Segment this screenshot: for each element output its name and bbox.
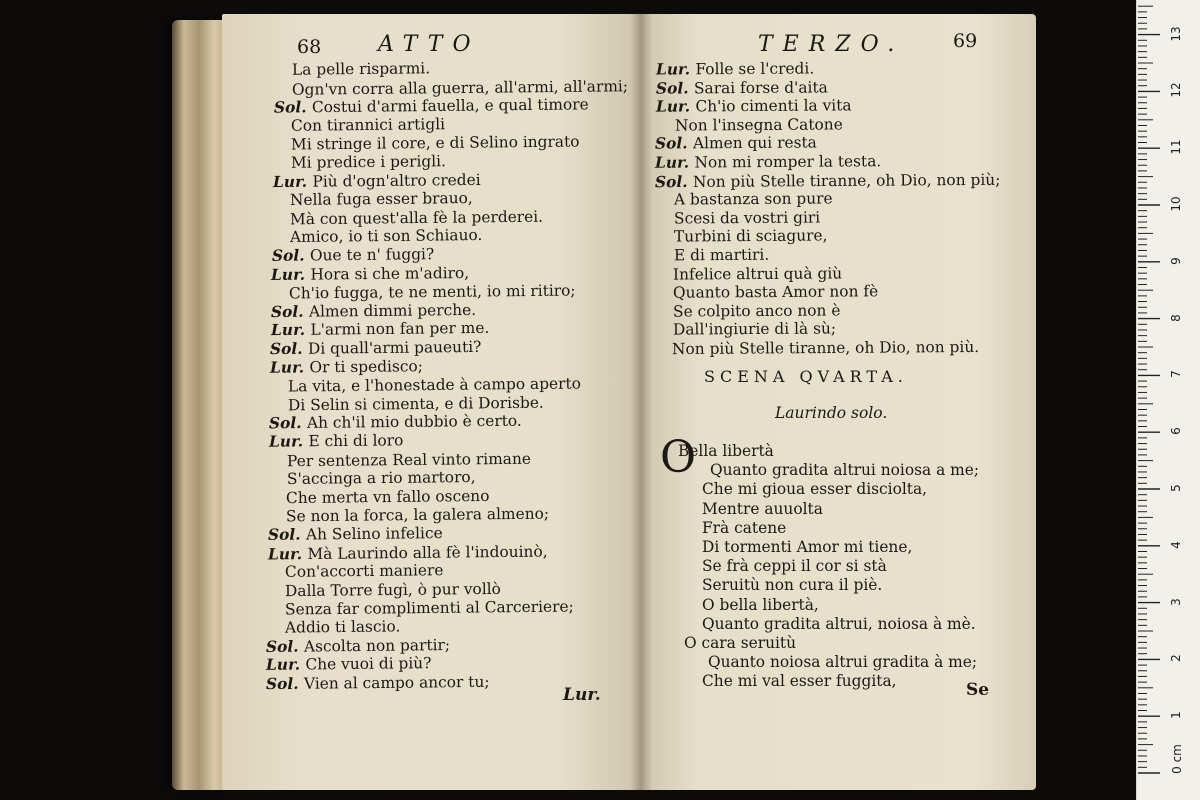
line-text: Se colpito anco non è — [672, 301, 841, 321]
ruler-ticks — [1137, 0, 1200, 800]
speaker-label: Lur. — [655, 60, 696, 79]
line-text: Non l'insegna Catone — [675, 115, 844, 135]
line-text: Ascolta non partir; — [304, 635, 451, 656]
line-text: Hora si che m'adiro, — [310, 263, 470, 284]
line-text: A bastanza son pure — [674, 189, 833, 209]
line-text: Ch'io fugga, te ne menti, io mi ritiro; — [288, 281, 576, 303]
text-line — [272, 171, 480, 192]
speaker-label: Lur. — [267, 544, 308, 564]
speaker-label: Lur. — [272, 172, 313, 191]
text-line — [673, 282, 878, 302]
line-text: Quanto basta Amor non fè — [672, 282, 879, 302]
text-line — [291, 115, 445, 135]
text-line — [287, 449, 531, 470]
line-text: S'accinga a rio martoro, — [286, 468, 476, 489]
line-text: Addio ti lascio. — [284, 617, 400, 637]
ruler-number: 1 — [1169, 711, 1183, 720]
text-line — [286, 505, 549, 526]
aria-line: Quanto noiosa altrui gradita à me; — [708, 653, 978, 672]
line-text: Almen qui resta — [692, 133, 817, 153]
speaker-label: Lur. — [269, 357, 310, 377]
line-text: Mi predice i perigli. — [290, 152, 446, 172]
text-line — [290, 226, 483, 247]
line-text: Con tirannici artigli — [291, 114, 446, 135]
text-line — [672, 320, 835, 340]
ruler-number: 11 — [1169, 139, 1183, 155]
speaker-label: Lur. — [271, 265, 311, 284]
text-line — [270, 319, 488, 340]
text-line — [268, 524, 443, 544]
aria-line: Seruitù non cura il piè. — [702, 576, 883, 595]
ruler-number: 12 — [1169, 82, 1183, 99]
text-line — [656, 59, 814, 79]
line-text: Dalla Torre fugì, ò pur vollò — [284, 579, 501, 600]
speaker-label: Lur. — [268, 432, 309, 451]
text-line — [655, 97, 851, 117]
right-page-number: 69 — [953, 30, 978, 52]
aria-line: Che mi gioua esser disciolta, — [702, 480, 928, 499]
text-line — [266, 636, 450, 657]
ruler-number: 13 — [1169, 25, 1183, 42]
aria-line: O bella libertà, — [702, 595, 819, 614]
aria-line: Bella libertà — [678, 442, 774, 460]
line-text: Non più Stelle tiranne, oh Dio, non più; — [692, 170, 1000, 191]
scene-subheading: Laurindo solo. — [775, 404, 888, 422]
text-line — [291, 152, 446, 172]
line-text: La vita, e l'honestade à campo aperto — [287, 374, 581, 396]
aria-line: Quanto gradita altrui noiosa a me; — [710, 461, 980, 480]
line-text: Di Selin si cimenta, e di Dorisbe. — [287, 393, 544, 415]
ruler-number: 8 — [1169, 313, 1183, 322]
speaker-label: Lur. — [655, 97, 695, 116]
text-line — [290, 207, 543, 228]
speaker-label: Sol. — [270, 339, 309, 359]
line-text: Mi stringe il core, e di Selino ingrato — [290, 132, 580, 154]
text-line — [270, 338, 482, 359]
ruler-unit-label: 0 cm — [1170, 744, 1184, 774]
text-line — [674, 190, 833, 210]
speaker-label: Sol. — [266, 637, 305, 656]
aria-line: Frà catene — [702, 518, 787, 537]
speaker-label: Lur. — [270, 321, 311, 340]
aria-line: Quanto gradita altrui, noiosa à mè. — [702, 614, 976, 633]
line-text: Turbini di sciagure, — [673, 226, 828, 246]
text-line — [673, 246, 768, 265]
text-line — [286, 487, 490, 508]
line-text: Costui d'armi fauella, e qual timore — [311, 95, 589, 117]
speaker-label: Lur. — [654, 153, 695, 172]
line-text: Or ti spedisco; — [309, 356, 423, 376]
aria-line: Se frà ceppi il cor si stà — [702, 557, 887, 576]
line-text: Non mi romper la testa. — [694, 152, 882, 172]
line-text: Con'accorti maniere — [285, 561, 444, 582]
line-text: Per sentenza Real vinto rimane — [286, 449, 531, 470]
text-line — [266, 673, 490, 694]
speaker-label: Sol. — [655, 78, 694, 98]
text-line — [273, 96, 588, 118]
line-text: La pelle risparmi. — [291, 59, 431, 79]
line-text: Oue te n' fuggi? — [309, 245, 434, 265]
text-line — [267, 542, 547, 564]
line-text: Folle se l'credi. — [695, 59, 815, 79]
line-text: L'armi non fan per me. — [309, 319, 489, 340]
right-catchword: Se — [966, 680, 990, 700]
text-line — [672, 338, 979, 359]
text-line — [675, 115, 843, 135]
line-text: Più d'ogn'altro credei — [311, 170, 481, 191]
line-text: Scesi da vostri giri — [673, 208, 821, 228]
aria-line: Che mi val esser fuggita, — [702, 672, 897, 691]
line-text: Se non la forca, la galera almeno; — [285, 505, 550, 526]
left-catchword: Lur. — [563, 685, 601, 705]
drop-capital: O — [660, 432, 697, 483]
line-text: Di quall'armi paueuti? — [308, 337, 482, 358]
ruler-number: 9 — [1169, 256, 1183, 265]
line-text: E di martiri. — [673, 245, 769, 265]
speaker-label: Sol. — [270, 302, 309, 321]
aria-line: Mentre auuolta — [702, 499, 823, 518]
line-text: Sarai forse d'aita — [693, 77, 828, 97]
line-text: Infelice altrui quà giù — [673, 264, 843, 284]
text-line — [285, 561, 444, 581]
ruler-number: 6 — [1169, 427, 1183, 436]
speaker-label: Sol. — [654, 172, 693, 191]
line-text: Ch'io cimenti la vita — [694, 96, 852, 116]
text-line — [266, 654, 432, 674]
text-line — [654, 170, 999, 191]
text-line — [655, 152, 881, 172]
line-text: Che merta vn fallo osceno — [286, 486, 490, 507]
text-line — [674, 208, 820, 228]
measuring-ruler — [1136, 0, 1200, 800]
line-text: Non più Stelle tiranne, oh Dio, non più. — [672, 337, 980, 359]
ruler-number: 5 — [1169, 484, 1183, 492]
text-line — [285, 598, 574, 620]
ruler-number: 2 — [1169, 654, 1183, 663]
text-line — [290, 189, 473, 210]
aria-line: Di tormenti Amor mi tiene, — [702, 538, 913, 556]
text-line — [269, 431, 404, 451]
line-text: Mà con quest'alla fè la perderei. — [289, 207, 544, 229]
text-line — [673, 301, 841, 321]
line-text: Vien al campo ancor tu; — [303, 672, 490, 693]
speaker-label: Sol. — [273, 98, 312, 117]
line-text: Ah Selino infelice — [305, 524, 443, 544]
speaker-label: Sol. — [271, 246, 310, 265]
text-line — [269, 412, 522, 433]
text-line — [291, 133, 580, 155]
text-line — [674, 227, 828, 247]
line-text: Ogn'vn corra alla guerra, all'armi, all'armi; — [291, 76, 628, 99]
line-text: Che vuoi di più? — [305, 654, 432, 674]
line-text: E chi di loro — [308, 431, 404, 451]
right-running-header: TERZO. — [758, 32, 905, 57]
text-line — [656, 78, 828, 98]
speaker-label: Sol. — [654, 134, 694, 153]
speaker-label: Lur. — [265, 655, 306, 675]
speaker-label: Sol. — [265, 674, 304, 693]
line-text: Ah ch'il mio dubbio è certo. — [307, 412, 523, 433]
text-line — [271, 264, 469, 285]
line-text: Amico, io ti son Schiauo. — [289, 226, 483, 247]
left-running-header: ATTO — [378, 32, 481, 57]
text-line — [292, 59, 430, 79]
speaker-label: Sol. — [269, 414, 308, 433]
speaker-label: Sol. — [267, 525, 306, 544]
text-line — [284, 617, 400, 637]
ruler-number: 7 — [1169, 370, 1183, 379]
text-line — [270, 357, 423, 377]
line-text: Senza far complimenti al Carceriere; — [284, 597, 574, 619]
line-text: Mà Laurindo alla fè l'indouinò, — [306, 542, 548, 563]
line-text: Dall'ingiurie di là sù; — [672, 319, 836, 339]
text-line — [285, 580, 501, 601]
line-text: Nella fuga esser brauo, — [290, 189, 474, 210]
ruler-number: 10 — [1169, 196, 1183, 212]
text-line — [655, 134, 817, 154]
line-text: Almen dimmi perche. — [308, 300, 476, 321]
book-gutter — [630, 14, 652, 790]
text-line — [271, 245, 433, 265]
text-line — [286, 468, 475, 489]
text-line — [289, 282, 576, 304]
scene-heading: SCENA QVARTA. — [704, 367, 908, 386]
ruler-number: 3 — [1169, 597, 1183, 606]
left-page-number: 68 — [297, 36, 322, 58]
aria-line: O cara seruitù — [684, 634, 797, 652]
text-line — [673, 264, 842, 284]
ruler-number: 4 — [1169, 540, 1183, 549]
